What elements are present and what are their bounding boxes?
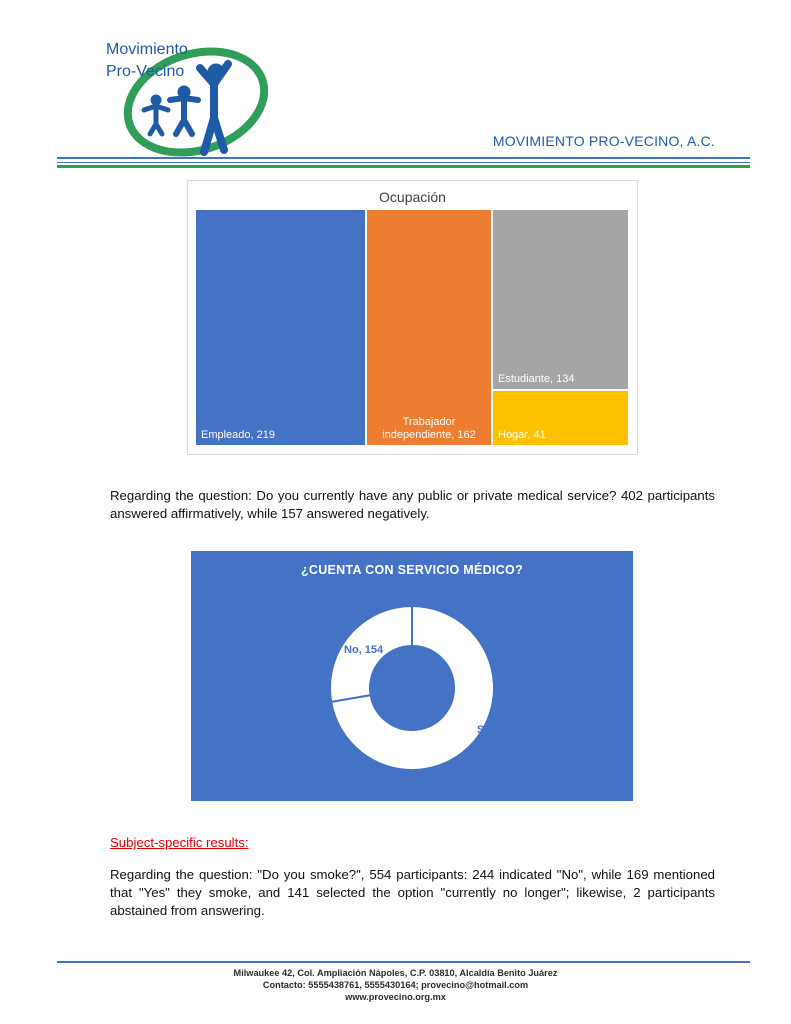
smoking-paragraph: Regarding the question: "Do you smoke?", 554 participants: 244 indicated "No", while 169 mentioned that "Yes" they smoke, and 141 selected the option "currently no longer"; likewise, 2 participants abstained from answering.	[110, 867, 715, 918]
organization-name: MOVIMIENTO PRO-VECINO, A.C.	[492, 133, 715, 149]
occupation-treemap-chart	[187, 180, 638, 455]
donut-svg	[191, 551, 633, 801]
tile-label: Hogar, 41	[498, 429, 546, 441]
tile-label: Estudiante, 134	[498, 373, 575, 385]
tile-label: Empleado, 219	[201, 429, 275, 441]
slice-label-si: Sí, 402	[477, 724, 512, 736]
section-heading: Subject-specific results:	[110, 835, 249, 850]
treemap-tile-estudiante	[493, 210, 628, 389]
footer-address: Milwaukee 42, Col. Ampliación Nápoles, C.P. 03810, Alcaldía Benito Juárez	[233, 968, 558, 978]
treemap-tile-hogar	[493, 391, 628, 445]
tile-label-line2: independiente, 162	[382, 429, 476, 441]
header-divider-green	[57, 165, 750, 168]
treemap-tile-trabajador-independiente	[367, 210, 491, 445]
logo-text-line1: Movimiento	[106, 41, 188, 58]
medical-service-paragraph: Regarding the question: Do you currently have any public or private medical service? 402 participants answered affirmatively, while 157 answered negatively.	[110, 488, 715, 521]
header-divider	[57, 157, 750, 159]
provecino-logo	[104, 30, 268, 160]
footer-divider	[57, 961, 750, 963]
chart-title: ¿CUENTA CON SERVICIO MÉDICO?	[300, 563, 524, 577]
tile-label-line1: Trabajador	[402, 416, 456, 428]
footer-website: www.provecino.org.mx	[345, 992, 446, 1002]
chart-title: Ocupación	[379, 189, 446, 205]
treemap-tile-empleado	[196, 210, 365, 445]
header-divider	[57, 162, 750, 163]
logo-text-line2: Pro-Vecino	[106, 63, 185, 80]
tile-label	[367, 416, 491, 442]
slice-label-no: No, 154	[344, 644, 384, 656]
medical-service-donut-chart	[191, 551, 633, 801]
footer-contact: Contacto: 5555438761, 5555430164; provecino@hotmail.com	[262, 980, 529, 990]
